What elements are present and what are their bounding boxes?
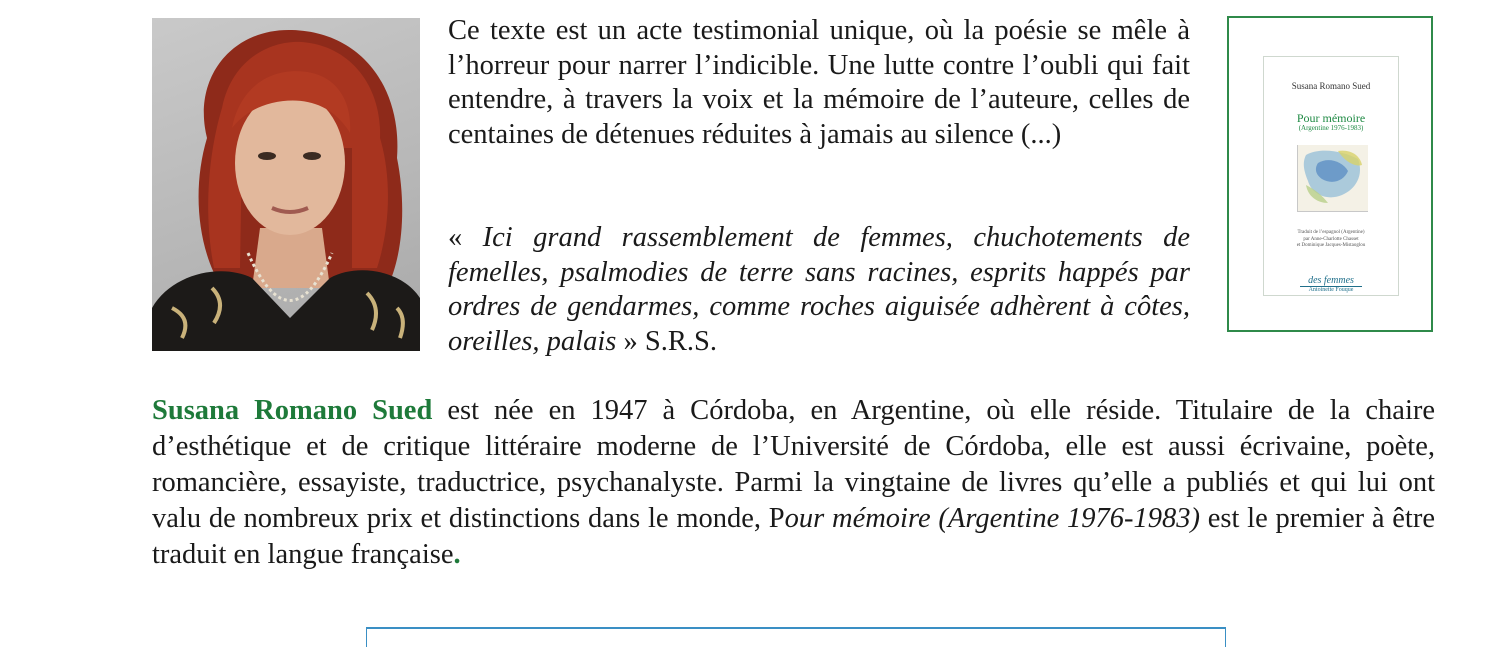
book-credits [1270,230,1392,250]
intro-paragraph: Ce texte est un acte testimonial unique, où la poésie se mêle à l’horreur pour narrer l’indicible. Une lutte contre l’oubli qui fait entendre, à travers la voix et la mémoire de l’auteure, celles de centaines de détenues réduites à jamais au silence (...) [448,15,1190,150]
book-credit-line: et Dominique Jacques-Mistaoglou [1296,243,1366,248]
bio-text-1: est née en 1947 à Córdoba, en Argentine, où elle réside. Titulaire de la chaire d’esthétique et de critique littéraire moderne de l’Université de Córdoba, elle est aussi écrivaine, poète, romancière, essayiste, traductrice, psychanalyste. Parmi la vingtaine de livres qu’elle a publiés et qui lui ont valu de nombreux prix et distinctions dans le monde, P [152,395,1436,534]
book-publisher-logo: des femmes [1308,275,1354,286]
book-author: Susana Romano Sued [1291,81,1371,91]
book-cover-art [1297,145,1368,212]
bottom-box-frame [366,627,1226,647]
book-credit-line: par Anne-Charlotte Chasset [1303,236,1359,242]
book-cover [1227,16,1433,332]
portrait-image [152,18,420,351]
book-cover-inner [1263,56,1399,296]
quote-paragraph [448,221,1190,359]
bio-paragraph [152,393,1435,573]
quote-text: Ici grand rassemblement de femmes, chuchotements de femelles, psalmodies de terre sans racines, esprits happés par ordres de gendarmes, comme roches aiguisée adhèrent à côtes, oreilles, palais [448,222,1190,357]
author-portrait [152,18,420,351]
book-credit-line: Traduit de l’espagnol (Argentine) [1297,230,1365,235]
bio-text-2: est le premier à être traduit en langue française [152,503,1435,570]
bio-end-mark: . [453,539,461,570]
book-publisher-subtitle: Antoinette Fouque [1308,287,1354,293]
author-name: Susana Romano Sued [152,395,433,426]
bio-book-title: our mémoire (Argentine 1976-1983) [784,503,1200,534]
quote-open: « [448,222,483,253]
quote-close: » S.R.S. [616,325,717,357]
book-title: Pour mémoire [1296,111,1366,125]
book-subtitle: (Argentine 1976-1983) [1298,124,1364,132]
